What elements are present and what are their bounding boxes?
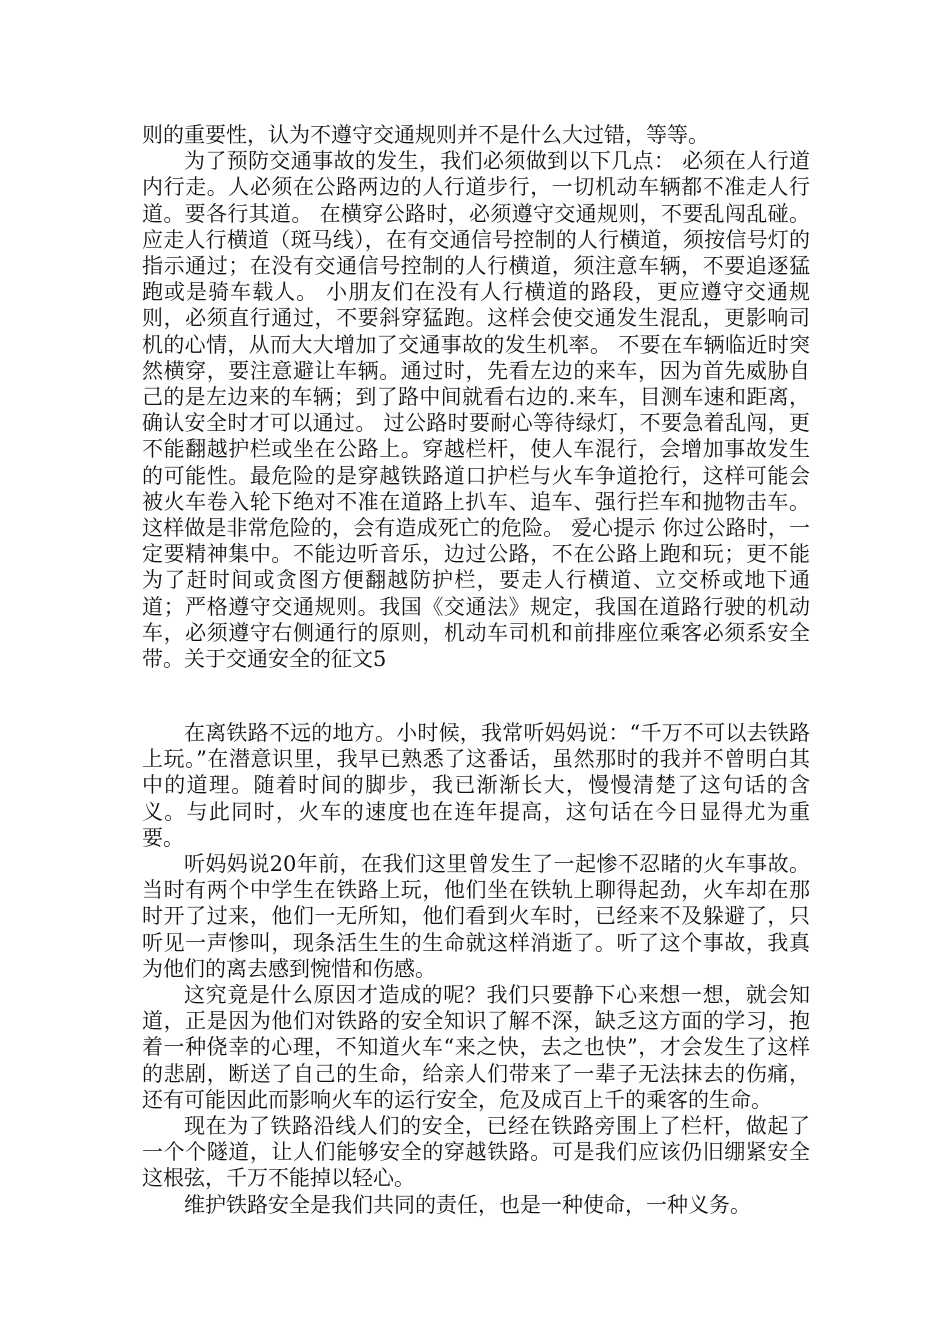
paragraph: 现在为了铁路沿线人们的安全，已经在铁路旁围上了栏杆，做起了一个个隧道，让人们能够安全的穿越铁路。可是我们应该仍旧绷紧安全这根弦，千万不能掉以轻心。 <box>142 1114 810 1191</box>
paragraph: 这究竟是什么原因才造成的呢？我们只要静下心来想一想，就会知道，正是因为他们对铁路的安全知识了解不深，缺乏这方面的学习，抱着一种侥幸的心理，不知道火车“来之快，去之也快”，才会发生了这样的悲剧，断送了自己的生命，给亲人们带来了一辈子无法抹去的伤痛，还有可能因此而影响火车的运行安全，危及成百上千的乘客的生命。 <box>142 983 810 1112</box>
paragraph: 则的重要性，认为不遵守交通规则并不是什么大过错，等等。 <box>142 123 709 147</box>
paragraph: 维护铁路安全是我们共同的责任，也是一种使命，一种义务。 <box>184 1192 751 1217</box>
text-section-1 <box>142 122 810 672</box>
paragraph: 在离铁路不远的地方。小时候，我常听妈妈说：“千万不可以去铁路上玩。”在潜意识里，我早已熟悉了这番话，虽然那时的我并不曾明白其中的道理。随着时间的脚步，我已渐渐长大，慢慢清楚了这句话的含义。与此同时，火车的速度也在连年提高，这句话在今日显得尤为重要。 <box>142 721 810 850</box>
text-section-2 <box>142 720 810 1218</box>
paragraph: 为了预防交通事故的发生，我们必须做到以下几点： 必须在人行道内行走。人必须在公路两边的人行道步行，一切机动车辆都不准走人行道。要各行其道。 在横穿公路时，必须遵守交通规则，不要乱闯乱碰。应走人行横道（斑马线），在有交通信号控制的人行横道，须按信号灯的指示通过；在没有交通信号控制的人行横道，须注意车辆，不要追逐猛跑或是骑车载人。 小朋友们在没有人行横道的路段，更应遵守交通规则，必须直行通过，不要斜穿猛跑。这样会使交通发生混乱，更影响司机的心情，从而大大增加了交通事故的发生机率。 不要在车辆临近时突然横穿，要注意避让车辆。通过时，先看左边的来车，因为首先威胁自己的是左边来的车辆；到了路中间就看右边的.来车，目测车速和距离，确认安全时才可以通过。 过公路时要耐心等待绿灯，不要急着乱闯，更不能翻越护栏或坐在公路上。穿越栏杆，使人车混行，会增加事故发生的可能性。最危险的是穿越铁路道口护栏与火车争道抢行，这样可能会被火车卷入轮下绝对不准在道路上扒车、追车、强行拦车和抛物击车。这样做是非常危险的，会有造成死亡的危险。 爱心提示 你过公路时，一定要精神集中。不能边听音乐，边过公路，不在公路上跑和玩；更不能为了赶时间或贪图方便翻越防护栏，要走人行横道、立交桥或地下通道；严格遵守交通规则。我国《交通法》规定，我国在道路行驶的机动车，必须遵守右侧通行的原则，机动车司机和前排座位乘客必须系安全带。关于交通安全的征文5 <box>142 149 810 672</box>
paragraph: 听妈妈说20年前，在我们这里曾发生了一起惨不忍睹的火车事故。当时有两个中学生在铁路上玩，他们坐在铁轨上聊得起劲，火车却在那时开了过来，他们一无所知，他们看到火车时，已经来不及躲避了，只听见一声惨叫，现条活生生的生命就这样消逝了。听了这个事故，我真为他们的离去感到惋惜和伤感。 <box>142 852 810 981</box>
